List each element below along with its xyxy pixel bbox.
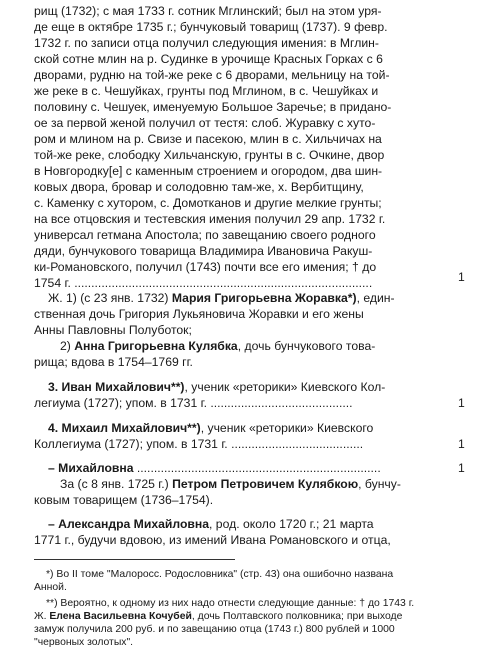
entry-mikhail-text: , ученик «реторики» Киевского: [200, 421, 374, 435]
text-line: 1732 г. по записи отца получил следующия имения: в Мглин-: [34, 36, 379, 50]
wife-1-suffix: , един-: [356, 291, 395, 305]
footnote-2-suffix: , дочь Полтавского полковника; при выходе: [191, 611, 403, 622]
text-line: ской сотне млин на р. Судинке в урочище Красных Горках с 6: [34, 52, 383, 66]
page-ref-number: 1: [458, 270, 465, 284]
footnote-2-name: Елена Васильевна Кочубей: [49, 611, 192, 622]
text-line: ковым товарищем (1736–1754).: [34, 493, 214, 507]
text-line: дворами, рудню на той-же реке с 6 дворами, мельницу на той-: [34, 68, 390, 82]
text-line: 1771 г., будучи вдовою, из имений Ивана Романовского и отца,: [34, 533, 391, 547]
text-line: половину с. Чешуек, именуемую Большое Заречье; в придано-: [34, 100, 392, 114]
wife-1-prefix: Ж. 1) (с 23 янв. 1732): [48, 291, 172, 305]
footnote-1-cont: Анной.: [34, 582, 67, 593]
footnote-2-prefix: Ж.: [34, 611, 50, 622]
text-line: Коллегиума (1727); упом. в 1731 г. .......................................: [34, 437, 364, 451]
entry-mikhailovna-spouse: [60, 477, 401, 491]
footnote-2: **) Вероятно, к одному из них надо отнести следующие данные: † до 1743 г.: [46, 598, 415, 609]
footnote-2-cont: [34, 611, 402, 624]
footnote-2-cont: "червоных золотых".: [34, 637, 134, 648]
text-line: рищ (1732); с мая 1733 г. сотник Мглинский; был на этом уря-: [34, 4, 382, 18]
text-line: ки-Романовского, получил (1743) почти все его имения; † до: [34, 260, 377, 274]
wife-1-line: [48, 291, 395, 305]
footnote-1: *) Во II томе "Малоросс. Родословника" (стр. 43) она ошибочно названа: [46, 569, 394, 580]
text-line: ственная дочь Григория Лукьяновича Жоравки и его жены: [34, 307, 364, 321]
text-line: легиума (1727); упом. в 1731 г. ..........................................: [34, 396, 353, 410]
text-line: в Новгородку[е] с каменным строением и огородом, два шин-: [34, 164, 383, 178]
entry-mikhail-name: 4. Михаил Михайлович**): [48, 421, 201, 435]
text-line: дяди, бунчукового товарища Владимира Ивановича Ракуш-: [34, 244, 373, 258]
text-line: ковых двора, бровар и солодовню там-же, х. Вербитщину,: [34, 180, 364, 194]
entry-mikhailovna-name: – Михайловна: [48, 461, 134, 475]
entry-alexandra: [48, 517, 374, 531]
text-line: на все отцовския и тестевския имения получил 29 апр. 1732 г.: [34, 212, 386, 226]
wife-2-suffix: , дочь бунчукового това-: [237, 339, 376, 353]
text-line: 1754 г. ........................................................................................: [34, 276, 373, 290]
wife-1-name: Мария Григорьевна Жоравка*): [171, 291, 357, 305]
footnote-2-cont: замуж получила 200 руб. и по завещанию отца (1743 г.) 800 рублей и 1000: [34, 624, 395, 635]
entry-mikhail: [48, 421, 373, 435]
footnote-divider: [34, 559, 235, 560]
text-line: той-же реке, слободку Хильчанскую, грунты в с. Очкине, двор: [34, 148, 385, 162]
wife-2-line: [60, 339, 375, 353]
text-line: Анны Павловны Полуботок;: [34, 323, 192, 337]
spouse-prefix: За (с 8 янв. 1725 г.): [60, 477, 173, 491]
spouse-name: Петром Петровичем Кулябкою: [172, 477, 359, 491]
page-ref-number: 1: [458, 461, 465, 475]
text-line: ое за первой женой получил от тестя: слоб. Журавку с хуто-: [34, 116, 376, 130]
page-ref-number: 1: [458, 396, 465, 410]
entry-ivan-text: , ученик «реторики» Киевского Кол-: [184, 380, 386, 394]
entry-alexandra-text: , род. около 1720 г.; 21 марта: [209, 517, 374, 531]
entry-ivan-name: 3. Иван Михайлович**): [48, 380, 185, 394]
text-line: с. Каменку с хутором, с. Домотканов и другие мелкие грунты;: [34, 196, 382, 210]
wife-2-name: Анна Григорьевна Кулябка: [74, 339, 238, 353]
page-ref-number: 1: [458, 437, 465, 451]
text-line: де еще в октябре 1735 г.; бунчуковый товарищ (1737). 9 февр.: [34, 20, 388, 34]
entry-ivan: [48, 380, 385, 394]
entry-mikhailovna: [48, 461, 381, 475]
text-line: ром и млином на р. Свизе и пасекою, млин в с. Хильчичах на: [34, 132, 382, 146]
wife-2-prefix: 2): [60, 339, 75, 353]
entry-alexandra-name: – Александра Михайловна: [48, 517, 210, 531]
text-line: рища; вдова в 1754–1769 гг.: [34, 355, 193, 369]
spouse-suffix: , бунчу-: [358, 477, 401, 491]
entry-mikhailovna-dots: ........................................................................: [133, 461, 381, 475]
text-line: универсал гетмана Апостола; по завещанию своего родного: [34, 228, 376, 242]
text-line: же реке в с. Чешуйках, грунты под Мглином, в с. Чешуйках и: [34, 84, 379, 98]
